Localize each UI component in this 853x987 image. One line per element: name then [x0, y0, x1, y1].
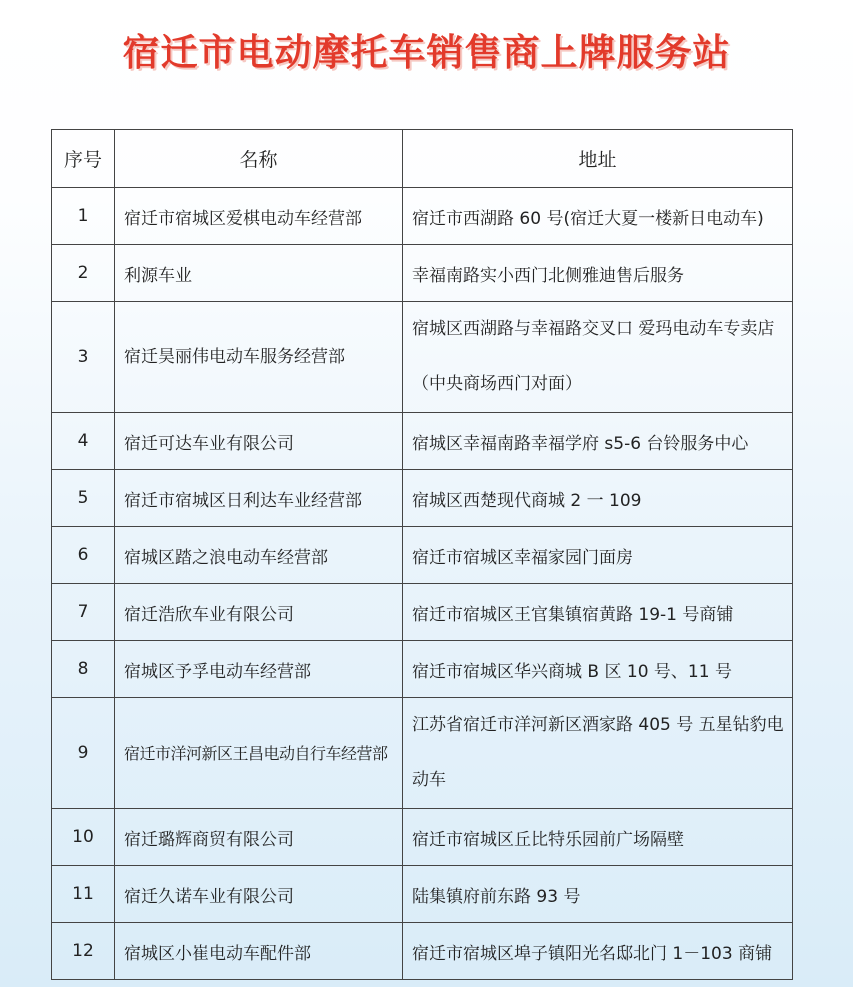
row-index: 4 [52, 413, 115, 470]
row-address: 宿迁市宿城区幸福家园门面房 [403, 527, 793, 584]
table-row [52, 866, 793, 923]
row-name: 宿迁昊丽伟电动车服务经营部 [115, 302, 403, 413]
row-address: 宿迁市西湖路 60 号(宿迁大夏一楼新日电动车) [403, 188, 793, 245]
row-address: 陆集镇府前东路 93 号 [403, 866, 793, 923]
table-row [52, 302, 793, 413]
row-index: 2 [52, 245, 115, 302]
header-index: 序号 [52, 130, 115, 188]
table-row [52, 641, 793, 698]
table-row [52, 245, 793, 302]
header-name: 名称 [115, 130, 403, 188]
table-header-row [52, 130, 793, 188]
row-name: 宿城区踏之浪电动车经营部 [115, 527, 403, 584]
row-address: 幸福南路实小西门北侧雅迪售后服务 [403, 245, 793, 302]
table-row [52, 470, 793, 527]
row-name: 宿城区小崔电动车配件部 [115, 923, 403, 980]
row-address: 宿迁市宿城区丘比特乐园前广场隔壁 [403, 809, 793, 866]
row-address: 宿城区幸福南路幸福学府 s5-6 台铃服务中心 [403, 413, 793, 470]
row-address: 宿迁市宿城区埠子镇阳光名邸北门 1－103 商铺 [403, 923, 793, 980]
row-index: 9 [52, 698, 115, 809]
row-name: 宿迁浩欣车业有限公司 [115, 584, 403, 641]
row-name: 宿迁市宿城区爱棋电动车经营部 [115, 188, 403, 245]
dealer-table [51, 129, 793, 980]
row-address: 江苏省宿迁市洋河新区酒家路 405 号 五星钻豹电动车 [403, 698, 793, 809]
row-index: 11 [52, 866, 115, 923]
row-address: 宿城区西湖路与幸福路交叉口 爱玛电动车专卖店（中央商场西门对面） [403, 302, 793, 413]
row-index: 5 [52, 470, 115, 527]
table-row [52, 809, 793, 866]
table-row [52, 698, 793, 809]
table-row [52, 188, 793, 245]
row-index: 8 [52, 641, 115, 698]
row-index: 7 [52, 584, 115, 641]
row-name: 宿迁可达车业有限公司 [115, 413, 403, 470]
row-index: 3 [52, 302, 115, 413]
row-address: 宿迁市宿城区华兴商城 B 区 10 号、11 号 [403, 641, 793, 698]
page-title: 宿迁市电动摩托车销售商上牌服务站 [122, 31, 731, 74]
table-row [52, 923, 793, 980]
row-name: 宿迁市洋河新区王昌电动自行车经营部 [115, 698, 403, 809]
header-address: 地址 [403, 130, 793, 188]
table-row [52, 584, 793, 641]
row-index: 6 [52, 527, 115, 584]
row-name: 利源车业 [115, 245, 403, 302]
row-address: 宿城区西楚现代商城 2 一 109 [403, 470, 793, 527]
row-name: 宿迁市宿城区日利达车业经营部 [115, 470, 403, 527]
row-index: 1 [52, 188, 115, 245]
row-index: 10 [52, 809, 115, 866]
row-address: 宿迁市宿城区王官集镇宿黄路 19-1 号商铺 [403, 584, 793, 641]
table-row [52, 527, 793, 584]
row-name: 宿迁久诺车业有限公司 [115, 866, 403, 923]
row-name: 宿城区予孚电动车经营部 [115, 641, 403, 698]
table-row [52, 413, 793, 470]
row-index: 12 [52, 923, 115, 980]
row-name: 宿迁璐辉商贸有限公司 [115, 809, 403, 866]
